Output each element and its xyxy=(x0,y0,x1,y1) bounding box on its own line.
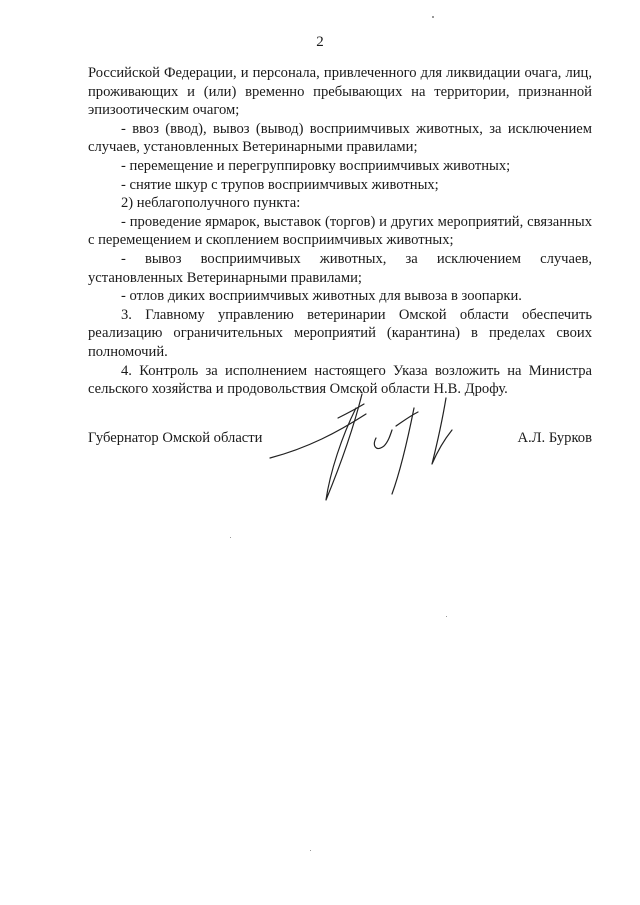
signatory-title: Губернатор Омской области xyxy=(88,430,263,446)
paragraph: - снятие шкур с трупов восприимчивых животных; xyxy=(121,176,439,193)
paragraph: 3. Главному управлению ветеринарии Омской области обеспечить реализацию ограничительных мероприятий (карантина) в пределах своих полномочий. xyxy=(88,306,592,360)
paragraph: - перемещение и перегруппировку восприимчивых животных; xyxy=(121,157,511,174)
page-number: 2 xyxy=(316,34,324,50)
scan-speck xyxy=(310,850,311,851)
paragraph: - ввоз (ввод), вывоз (вывод) восприимчивых животных, за исключением случаев, установленных Ветеринарными правилами; xyxy=(88,120,592,156)
document-body xyxy=(88,64,592,399)
paragraph: Российской Федерации, и персонала, привлеченного для ликвидации очага, лиц, проживающих и (или) временно пребывающих на территории, признанной эпизоотическим очагом; xyxy=(88,65,592,119)
paragraph: 2) неблагополучного пункта: xyxy=(121,195,301,212)
scan-speck xyxy=(230,537,231,538)
scan-speck xyxy=(446,616,447,617)
paragraph: - проведение ярмарок, выставок (торгов) и других мероприятий, связанных с перемещением и скоплением восприимчивых животных; xyxy=(88,213,592,249)
paragraph: 4. Контроль за исполнением настоящего Указа возложить на Министра сельского хозяйства и продовольствия Омской области Н.В. Дрофу. xyxy=(88,362,592,398)
handwritten-signature xyxy=(268,390,468,510)
paragraph: - вывоз восприимчивых животных, за исключением случаев, установленных Ветеринарными правилами; xyxy=(88,250,592,286)
signatory-name: А.Л. Бурков xyxy=(517,430,592,446)
paragraph: - отлов диких восприимчивых животных для вывоза в зоопарки. xyxy=(121,288,522,305)
scan-speck xyxy=(432,16,434,18)
